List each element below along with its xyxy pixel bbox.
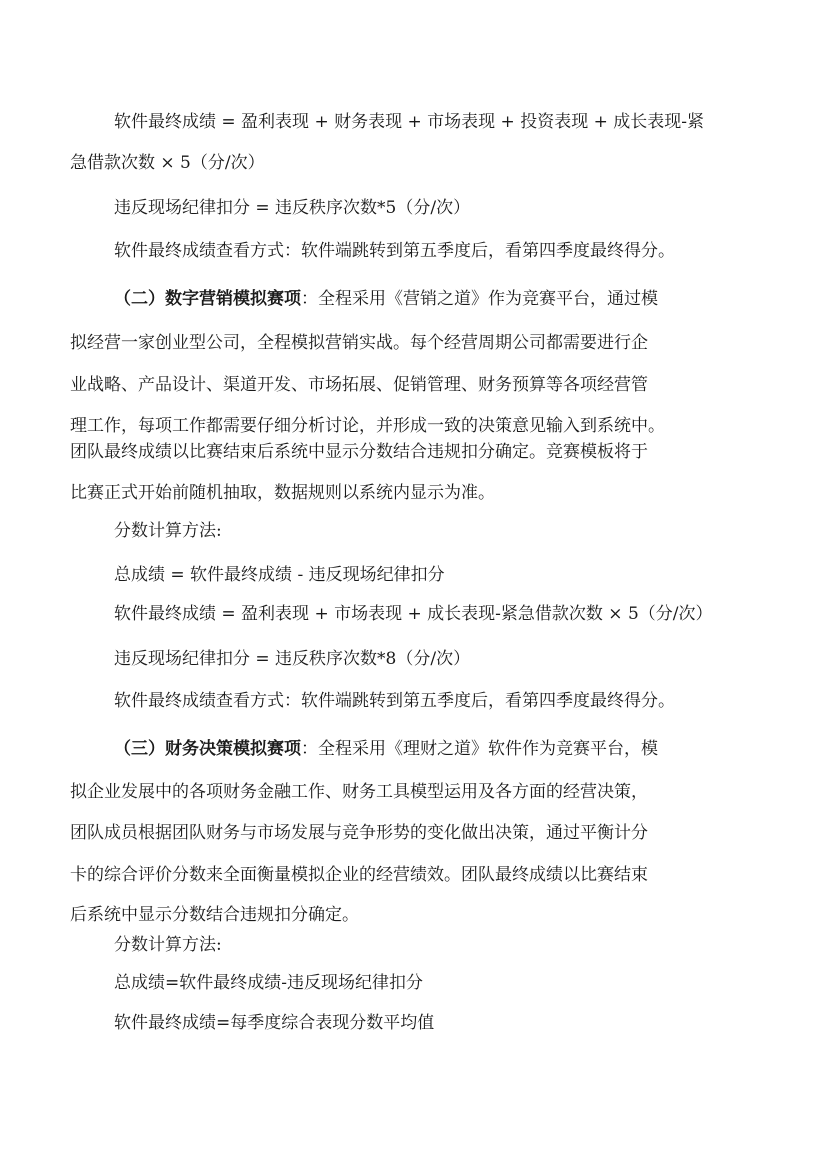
paragraph-line: 拟企业发展中的各项财务金融工作、财务工具模型运用及各方面的经营决策，: [70, 782, 648, 802]
section-3-text: ：全程采用《理财之道》软件作为竞赛平台，模: [301, 739, 658, 759]
penalty-formula: 违反现场纪律扣分 = 违反秩序次数*5（分/次）: [114, 198, 471, 218]
paragraph-line: 比赛正式开始前随机抽取，数据规则以系统内显示为准。: [70, 483, 495, 503]
software-score-formula: 软件最终成绩 = 盈利表现 + 市场表现 + 成长表现-紧急借款次数 × 5（分/次）: [114, 604, 713, 624]
paragraph-line: 后系统中显示分数结合违规扣分确定。: [70, 905, 359, 925]
paragraph-line: 团队成员根据团队财务与市场发展与竞争形势的变化做出决策，通过平衡计分: [70, 823, 648, 843]
calc-method-label: 分数计算方法:: [114, 521, 222, 541]
paragraph-line: 团队最终成绩以比赛结束后系统中显示分数结合违规扣分确定。竞赛模板将于: [70, 442, 648, 462]
section-2-first-line: [114, 288, 658, 310]
section-2-text: ：全程采用《营销之道》作为竞赛平台，通过模: [301, 289, 658, 309]
penalty-formula: 违反现场纪律扣分 = 违反秩序次数*8（分/次）: [114, 649, 471, 669]
section-2-heading: （二）数字营销模拟赛项: [114, 289, 301, 309]
formula-line-continued: 急借款次数 × 5（分/次）: [70, 153, 265, 173]
viewing-method: 软件最终成绩查看方式：软件端跳转到第五季度后，看第四季度最终得分。: [114, 241, 675, 261]
formula-line: 软件最终成绩 = 盈利表现 + 财务表现 + 市场表现 + 投资表现 + 成长表现-紧: [114, 112, 705, 132]
paragraph-line: 理工作，每项工作都需要仔细分析讨论，并形成一致的决策意见输入到系统中。: [70, 416, 665, 436]
paragraph-line: 业战略、产品设计、渠道开发、市场拓展、促销管理、财务预算等各项经营管: [70, 375, 648, 395]
viewing-method: 软件最终成绩查看方式：软件端跳转到第五季度后，看第四季度最终得分。: [114, 691, 675, 711]
software-score-formula: 软件最终成绩=每季度综合表现分数平均值: [114, 1013, 435, 1033]
paragraph-line: 拟经营一家创业型公司，全程模拟营销实战。每个经营周期公司都需要进行企: [70, 333, 648, 353]
section-3-heading: （三）财务决策模拟赛项: [114, 739, 301, 759]
total-score-formula: 总成绩=软件最终成绩-违反现场纪律扣分: [114, 973, 423, 993]
paragraph-line: 卡的综合评价分数来全面衡量模拟企业的经营绩效。团队最终成绩以比赛结束: [70, 865, 648, 885]
total-score-formula: 总成绩 = 软件最终成绩 - 违反现场纪律扣分: [114, 565, 445, 585]
section-3-first-line: [114, 738, 658, 760]
calc-method-label: 分数计算方法:: [114, 935, 222, 955]
